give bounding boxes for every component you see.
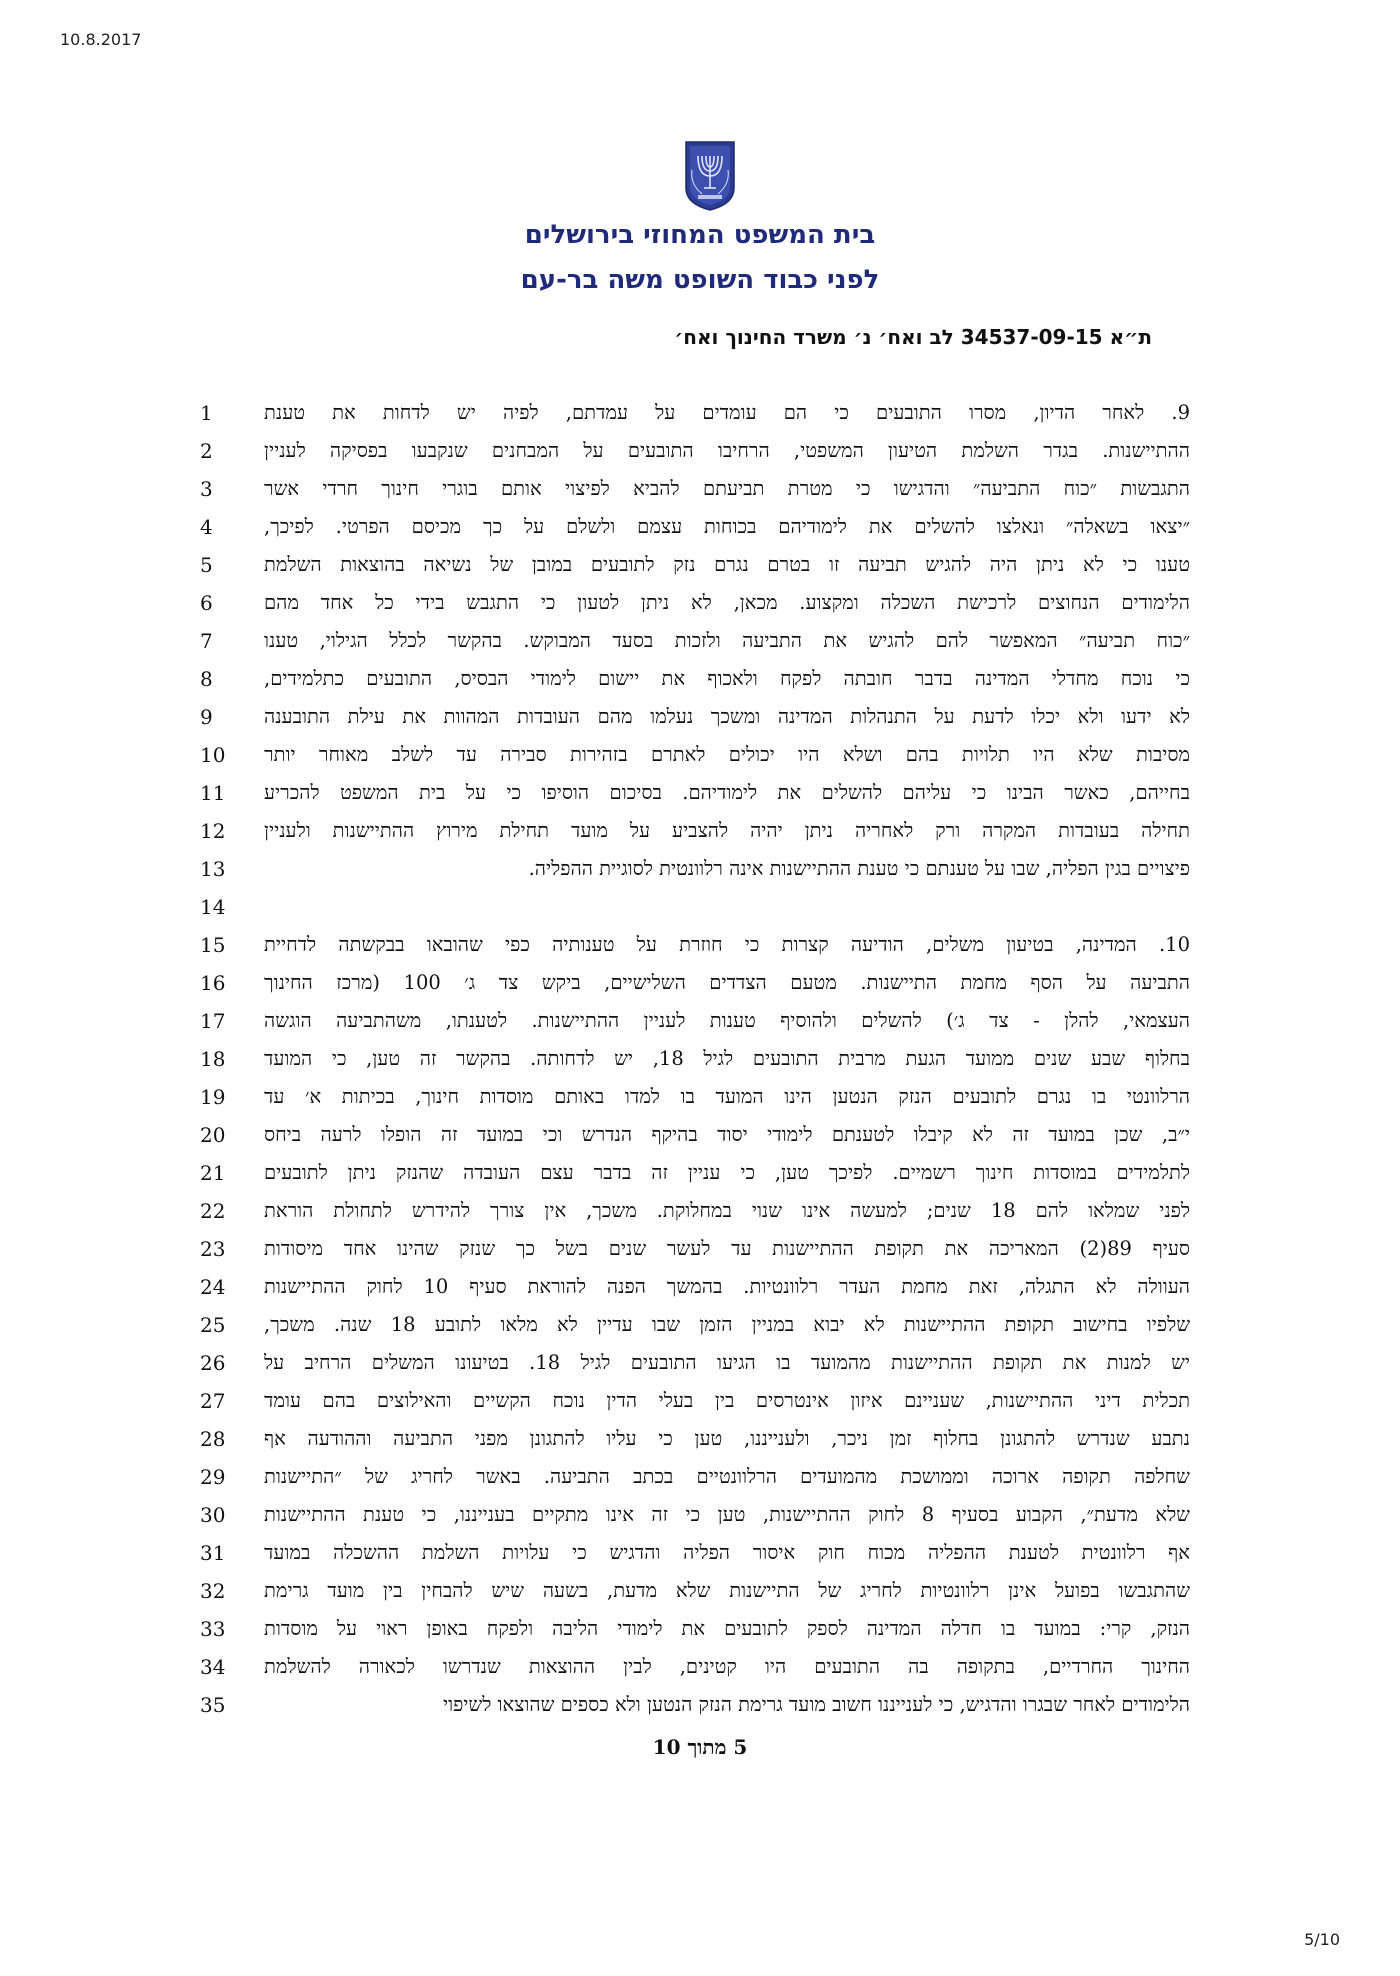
numbered-line — [200, 774, 1190, 812]
line-text: תחילה בעובדות המקרה ורק לאחריה ניתן יהיה להצביע על מועד תחילת מירוץ ההתיישנות ולעניין — [264, 819, 1190, 842]
line-text: התביעה על הסף מחמת התיישנות. מטעם הצדדים השלישיים, ביקש צד ג׳ 100 (מרכז החינוך — [264, 971, 1190, 994]
line-number: 26 — [200, 1351, 226, 1375]
numbered-line — [200, 1686, 1190, 1724]
numbered-line — [200, 1648, 1190, 1686]
numbered-line — [200, 1572, 1190, 1610]
line-number: 18 — [200, 1047, 226, 1071]
numbered-line — [200, 1306, 1190, 1344]
line-number: 13 — [200, 857, 226, 881]
line-text: לתלמידים במוסדות חינוך רשמיים. לפיכך טען, כי עניין זה בדבר עצם העובדה שהנזק ניתן לתובעים — [264, 1161, 1190, 1184]
numbered-line — [200, 1458, 1190, 1496]
line-number: 17 — [200, 1009, 226, 1033]
line-number: 3 — [200, 477, 213, 501]
line-number: 2 — [200, 439, 213, 463]
line-number: 29 — [200, 1465, 226, 1489]
line-number: 30 — [200, 1503, 226, 1527]
line-number: 15 — [200, 933, 226, 957]
numbered-line — [200, 1268, 1190, 1306]
line-number: 6 — [200, 591, 213, 615]
line-text: שלא מדעת״, הקבוע בסעיף 8 לחוק ההתיישנות, טען כי זה אינו מתקיים בענייננו, כי טענת ההתיישנות — [264, 1503, 1190, 1526]
line-number: 20 — [200, 1123, 226, 1147]
numbered-line — [200, 1496, 1190, 1534]
line-number: 7 — [200, 629, 213, 653]
line-text: תכלית דיני ההתיישנות, שעניינם איזון אינטרסים בין בעלי הדין נוכח הקשיים והאילוצים בהם עומד — [264, 1389, 1190, 1412]
line-text: הרלוונטי בו נגרם לתובעים הנזק הנטען הינו המועד בו למדו באותם מוסדות חינוך, בכיתות א׳ עד — [264, 1085, 1190, 1108]
numbered-line — [200, 698, 1190, 736]
line-text: לא ידעו ולא יכלו לדעת על התנהלות המדינה ומשכך נעלמו מהם העובדות המהוות את עילת התובענה — [264, 705, 1190, 728]
line-text: הלימודים הנחוצים לרכישת השכלה ומקצוע. מכאן, לא ניתן לטעון כי התגבש בידי כל אחד מהם — [264, 591, 1190, 614]
numbered-line — [200, 1382, 1190, 1420]
line-number: 4 — [200, 515, 213, 539]
line-text: י״ב, שכן במועד זה לא קיבלו לטענתם לימודי יסוד בהיקף הנדרש וכי במועד זה הופלו לרעה ביחס — [264, 1123, 1190, 1146]
numbered-line — [200, 850, 1190, 888]
line-text: ההתיישנות. בגדר השלמת הטיעון המשפטי, הרחיבו התובעים על המבחנים שנקבעו בפסיקה לעניין — [264, 439, 1190, 462]
line-number: 12 — [200, 819, 226, 843]
line-number: 10 — [200, 743, 226, 767]
line-number: 22 — [200, 1199, 226, 1223]
line-number: 1 — [200, 401, 213, 425]
line-number: 19 — [200, 1085, 226, 1109]
line-text: נתבע שנדרש להתגונן בחלוף זמן ניכר, ולענייננו, טען כי עליו להתגונן מפני התביעה וההודעה אף — [264, 1427, 1190, 1450]
numbered-line — [200, 964, 1190, 1002]
line-text: הנזק, קרי: במועד בו חדלה המדינה לספק לתובעים את לימודי הליבה ולפקח באופן ראוי על מוסדות — [264, 1617, 1190, 1640]
numbered-line — [200, 1116, 1190, 1154]
line-number: 31 — [200, 1541, 226, 1565]
numbered-line — [200, 888, 1190, 926]
line-number: 24 — [200, 1275, 226, 1299]
numbered-line — [200, 622, 1190, 660]
line-number: 35 — [200, 1693, 226, 1717]
numbered-line — [200, 736, 1190, 774]
line-number: 5 — [200, 553, 213, 577]
line-number: 25 — [200, 1313, 226, 1337]
line-text: 10. המדינה, בטיעון משלים, הודיעה קצרות כי חוזרת על טענותיה כפי שהובאו בבקשתה לדחיית — [264, 933, 1190, 956]
numbered-line — [200, 584, 1190, 622]
numbered-line — [200, 926, 1190, 964]
line-text: שהתגבשו בפועל אינן רלוונטיות לחריג של התיישנות שלא מדעת, בשעה שיש להבחין בין מועד גרימת — [264, 1579, 1190, 1602]
numbered-line — [200, 432, 1190, 470]
numbered-line — [200, 1344, 1190, 1382]
line-text: אף רלוונטית לטענת ההפליה מכוח חוק איסור הפליה והדגיש כי עלויות השלמת ההשכלה במועד — [264, 1541, 1190, 1564]
line-number: 16 — [200, 971, 226, 995]
line-number: 14 — [200, 895, 226, 919]
line-text: שלפיו בחישוב תקופת ההתיישנות לא יבוא במניין הזמן שבו עדיין לא מלאו לתובע 18 שנה. משכך, — [264, 1313, 1190, 1336]
numbered-line — [200, 1192, 1190, 1230]
line-text: שחלפה תקופה ארוכה וממושכת מהמועדים הרלוונטיים בכתב התביעה. באשר לחריג של ״התיישנות — [264, 1465, 1190, 1488]
line-text: כי נוכח מחדלי המדינה בדבר חובתה לפקח ולאכוף את יישום לימודי הבסיס, התובעים כתלמידים, — [264, 667, 1190, 690]
page-counter: 5/10 — [1304, 1930, 1340, 1949]
line-text: 9. לאחר הדיון, מסרו התובעים כי הם עומדים על עמדתם, לפיה יש לדחות את טענת — [264, 401, 1190, 424]
line-text: החינוך החרדיים, בתקופה בה התובעים היו קטינים, לבין ההוצאות שנדרשו לכאורה להשלמת — [264, 1655, 1190, 1678]
state-emblem-menorah-icon — [682, 140, 738, 212]
numbered-line — [200, 1534, 1190, 1572]
line-text: בחלוף שבע שנים ממועד הגעת מרבית התובעים לגיל 18, יש לדחותה. בהקשר זה טען, כי המועד — [264, 1047, 1190, 1070]
line-text: העצמאי, להלן - צד ג׳) להשלים ולהוסיף טענות לעניין ההתיישנות. לטענתו, משהתביעה הוגשה — [264, 1009, 1190, 1032]
line-text: התגבשות ״כוח התביעה״ והדגישו כי מטרת תביעתם להביא לפיצוי אותם בוגרי חינוך חרדי אשר — [264, 477, 1190, 500]
numbered-line — [200, 470, 1190, 508]
print-date: 10.8.2017 — [60, 30, 142, 49]
numbered-line — [200, 508, 1190, 546]
numbered-line — [200, 1078, 1190, 1116]
numbered-line — [200, 546, 1190, 584]
line-number: 33 — [200, 1617, 226, 1641]
line-number: 11 — [200, 781, 226, 805]
document-body — [200, 394, 1190, 1724]
numbered-line — [200, 1002, 1190, 1040]
line-text: סעיף 89(2) המאריכה את תקופת ההתיישנות עד לעשר שנים בשל כך שנזק שהינו אחד מיסודות — [264, 1237, 1190, 1260]
line-text: בחייהם, כאשר הבינו כי עליהם להשלים את לימודיהם. בסיכום הוסיפו כי על בית המשפט להכריע — [264, 781, 1190, 804]
numbered-line — [200, 1420, 1190, 1458]
numbered-line — [200, 660, 1190, 698]
line-text: טענו כי לא ניתן היה להגיש תביעה זו בטרם נגרם נזק לתובעים במובן של נשיאה בהוצאות השלמת — [264, 553, 1190, 576]
line-number: 8 — [200, 667, 213, 691]
line-text: לפני שמלאו להם 18 שנים; למעשה אינו שנוי במחלוקת. משכך, אין צורך להידרש לתחולת הוראת — [264, 1199, 1190, 1222]
line-number: 34 — [200, 1655, 226, 1679]
line-text: מסיבות שלא היו תלויות בהם ושלא היו יכולים לאתרם בזהירות סבירה עד לשלב מאוחר יותר — [264, 743, 1190, 766]
line-text: פיצויים בגין הפליה, שבו על טענתם כי טענת ההתיישנות אינה רלוונטית לסוגיית ההפליה. — [528, 857, 1190, 880]
line-text: ״יצאו בשאלה״ ונאלצו להשלים את לימודיהם בכוחות עצמם ולשלם על כך מכיסם הפרטי. לפיכך, — [264, 515, 1190, 538]
numbered-line — [200, 1610, 1190, 1648]
line-text: העוולה לא התגלה, זאת מחמת העדר רלוונטיות. בהמשך הפנה להוראת סעיף 10 לחוק ההתיישנות — [264, 1275, 1190, 1298]
numbered-line — [200, 1230, 1190, 1268]
line-number: 28 — [200, 1427, 226, 1451]
line-number: 9 — [200, 705, 213, 729]
line-number: 21 — [200, 1161, 226, 1185]
numbered-line — [200, 1154, 1190, 1192]
line-text: יש למנות את תקופת ההתיישנות מהמועד בו הגיעו התובעים לגיל 18. בטיעונו המשלים הרחיב על — [264, 1351, 1190, 1374]
line-number: 23 — [200, 1237, 226, 1261]
pagination-footer: 5 מתוך 10 — [652, 1735, 748, 1759]
numbered-line — [200, 1040, 1190, 1078]
line-text: הלימודים לאחר שבגרו והדגיש, כי לענייננו חשוב מועד גרימת הנזק הנטען ולא כספים שהוצאו לשיפוי — [442, 1693, 1190, 1716]
case-line: ת״א 34537-09-15 לב ואח׳ נ׳ משרד החינוך ואח׳ — [674, 325, 1152, 349]
line-number: 27 — [200, 1389, 226, 1413]
line-text: ״כוח תביעה״ המאפשר להם להגיש את התביעה ולזכות בסעד המבוקש. בהקשר לכלל הגילוי, טענו — [264, 629, 1190, 652]
numbered-line — [200, 812, 1190, 850]
judge-line: לפני כבוד השופט משה בר-עם — [520, 265, 880, 295]
numbered-line — [200, 394, 1190, 432]
court-name: בית המשפט המחוזי בירושלים — [524, 220, 876, 250]
line-number: 32 — [200, 1579, 226, 1603]
